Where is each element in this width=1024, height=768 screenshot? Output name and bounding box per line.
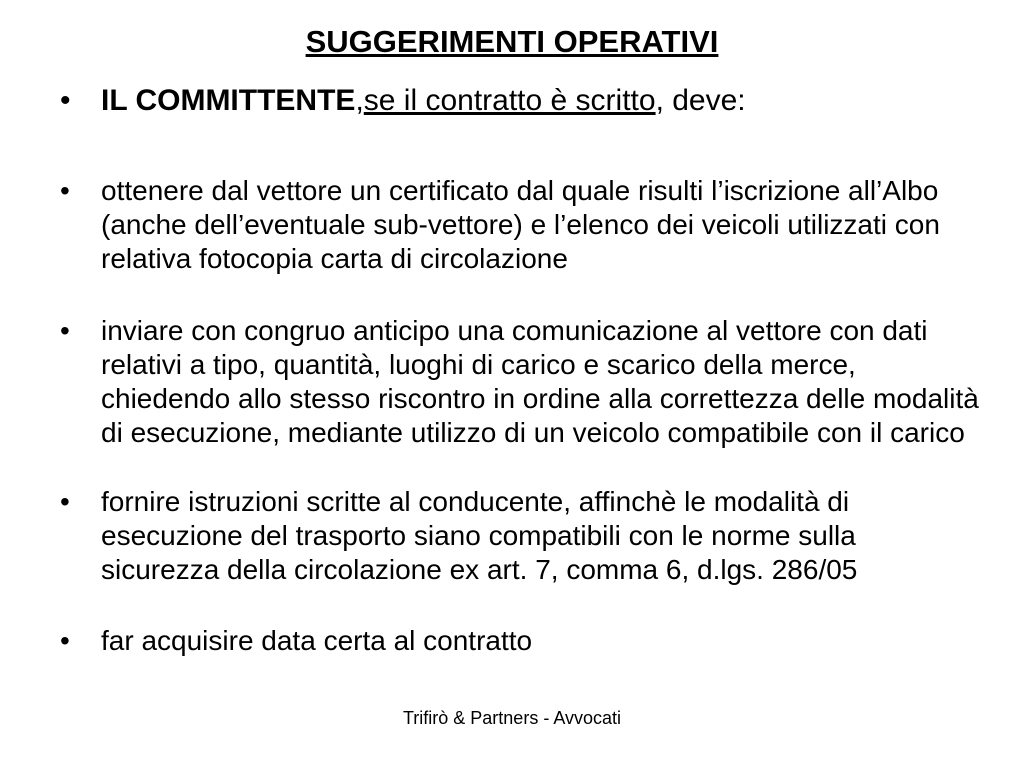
lead-subject: IL COMMITTENTE xyxy=(101,84,356,117)
lead-comma: , xyxy=(355,84,364,117)
bullet-dot: • xyxy=(60,486,70,517)
lead-condition: se il contratto è scritto xyxy=(363,84,656,117)
list-item-text: ottenere dal vettore un certificato dal quale risulti l’iscrizione all’Albo (anche dell’eventuale sub-vettore) e l’elenco dei veicoli utilizzati con relativa fotocopia carta di circolazione xyxy=(101,175,940,274)
lead-tail: , deve: xyxy=(655,84,746,117)
slide-footer: Trifirò & Partners - Avvocati xyxy=(402,708,622,728)
lead-text xyxy=(101,83,981,119)
bullet-dot: • xyxy=(60,175,70,206)
bullet-dot: • xyxy=(60,625,70,656)
list-item-text: fornire istruzioni scritte al conducente, affinchè le modalità di esecuzione del trasporto siano compatibili con le norme sulla sicurezza della circolazione ex art. 7, comma 6, d.lgs. 286/05 xyxy=(101,486,858,585)
bullet-dot: • xyxy=(60,315,70,346)
slide-title: SUGGERIMENTI OPERATIVI xyxy=(305,24,719,59)
bullet-dot: • xyxy=(60,84,71,117)
list-item-text: far acquisire data certa al contratto xyxy=(101,625,533,656)
list-item-text: inviare con congruo anticipo una comunicazione al vettore con dati relativi a tipo, quantità, luoghi di carico e scarico della merce, chiedendo allo stesso riscontro in ordine alla correttezza delle modalità di esecuzione, mediante utilizzo di un veicolo compatibile con il carico xyxy=(101,315,979,448)
